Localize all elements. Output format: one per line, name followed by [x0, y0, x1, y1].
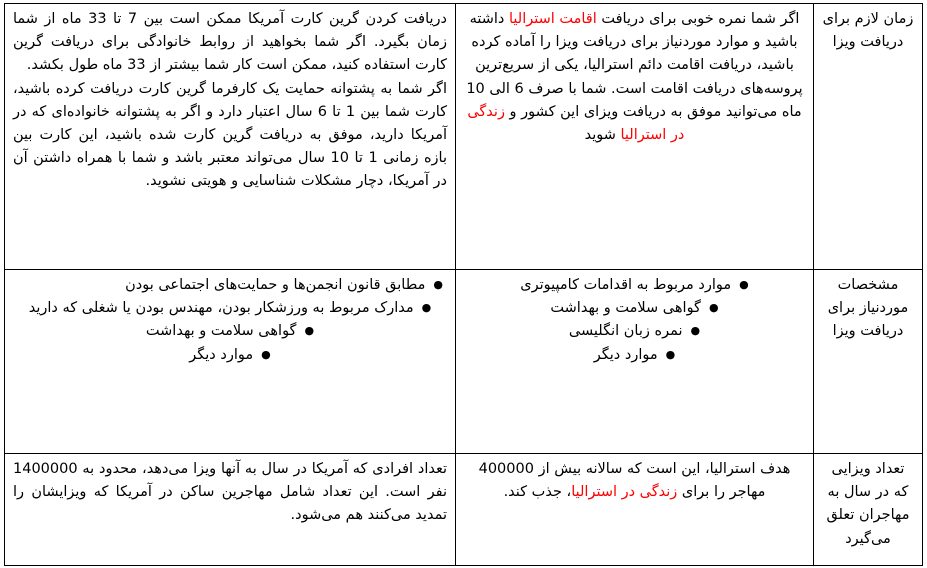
table-row — [5, 454, 923, 566]
comparison-table — [4, 3, 923, 566]
text-segment: شوید — [584, 127, 621, 144]
row-header-requirements: مشخصات موردنیاز برای دریافت ویزا — [814, 270, 923, 454]
australia-requirements-cell — [456, 270, 814, 454]
usa-visa-time-paragraph-2: اگر شما به پشتوانه حمایت یک کارفرما گرین کارت دریافت کرده باشید، کارت شما بین 1 تا 6 سال اعتبار دارد و اگر به پشتوانه خانواده‌ای که در آمریکا دارید، موفق به دریافت گرین کارت شده باشید، این کارت بین بازه زمانی 1 تا 10 سال می‌تواند معتبر باشد و شما با همراه داشتن آن در آمریکا، دچار مشکلات شناسایی و هویتی نشوید. — [13, 80, 448, 190]
list-item: ● مدارک مربوط به ورزشکار بودن، مهندس بودن یا شغلی که دارید — [13, 297, 447, 320]
list-item: ● مطابق قانون انجمن‌ها و حمایت‌های اجتماعی بودن — [13, 274, 447, 297]
text-segment: داشته باشید و موارد موردنیاز برای دریافت ویزا را آماده کرده باشید، دریافت اقامت دائم استرالیا، یکی از سریع‌ترین پروسه‌های دریافت اقامت است. شما با صرف 6 الی 10 ماه می‌توانید موفق به دریافت ویزای این کشور و — [466, 11, 803, 120]
list-item: ● موارد مربوط به اقدامات کامپیوتری — [464, 274, 805, 297]
list-item: ● گواهی سلامت و بهداشت — [13, 320, 447, 343]
usa-annual-visas-cell: تعداد افرادی که آمریکا در سال به آنها ویزا می‌دهد، محدود به 1400000 نفر است. این تعداد شامل مهاجرین ساکن در آمریکا که ویزایشان را تمدید می‌کنند هم می‌شود. — [5, 454, 456, 566]
text-segment: اگر شما نمره خوبی برای دریافت — [596, 11, 800, 27]
usa-requirements-list — [13, 274, 447, 367]
list-item: ● گواهی سلامت و بهداشت — [464, 297, 805, 320]
usa-requirements-cell — [5, 270, 456, 454]
living-in-australia-link[interactable]: زندگی در استرالیا — [571, 484, 678, 501]
table-row — [5, 270, 923, 454]
row-header-annual-visas: تعداد ویزایی که در سال به مهاجران تعلق می‌گیرد — [814, 454, 923, 566]
australia-annual-visas-cell — [456, 454, 814, 566]
text-segment: هدف استرالیا، این است که سالانه بیش از 400000 مهاجر را برای — [478, 461, 791, 501]
australia-residency-link[interactable]: اقامت استرالیا — [508, 11, 597, 27]
list-item: ● موارد دیگر — [13, 344, 447, 367]
row-header-visa-time: زمان لازم برای دریافت ویزا — [814, 4, 923, 270]
list-item: ● موارد دیگر — [464, 344, 805, 367]
australia-requirements-list — [464, 274, 805, 367]
living-in-australia-link[interactable]: زندگی در استرالیا — [467, 103, 685, 144]
table-row — [5, 4, 923, 270]
text-segment: ، جذب کند. — [503, 484, 572, 501]
australia-visa-time-cell — [456, 4, 814, 270]
usa-visa-time-cell — [5, 4, 456, 270]
list-item: ● نمره زبان انگلیسی — [464, 320, 805, 343]
usa-visa-time-paragraph-1: دریافت کردن گرین کارت آمریکا ممکن است بین 7 تا 33 ماه از شما زمان بگیرد. اگر شما بخواهید از روابط خانوادگی برای دریافت گرین کارت استفاده کنید، ممکن است کار شما بیشتر از 33 ماه طول بکشد. — [13, 11, 448, 74]
